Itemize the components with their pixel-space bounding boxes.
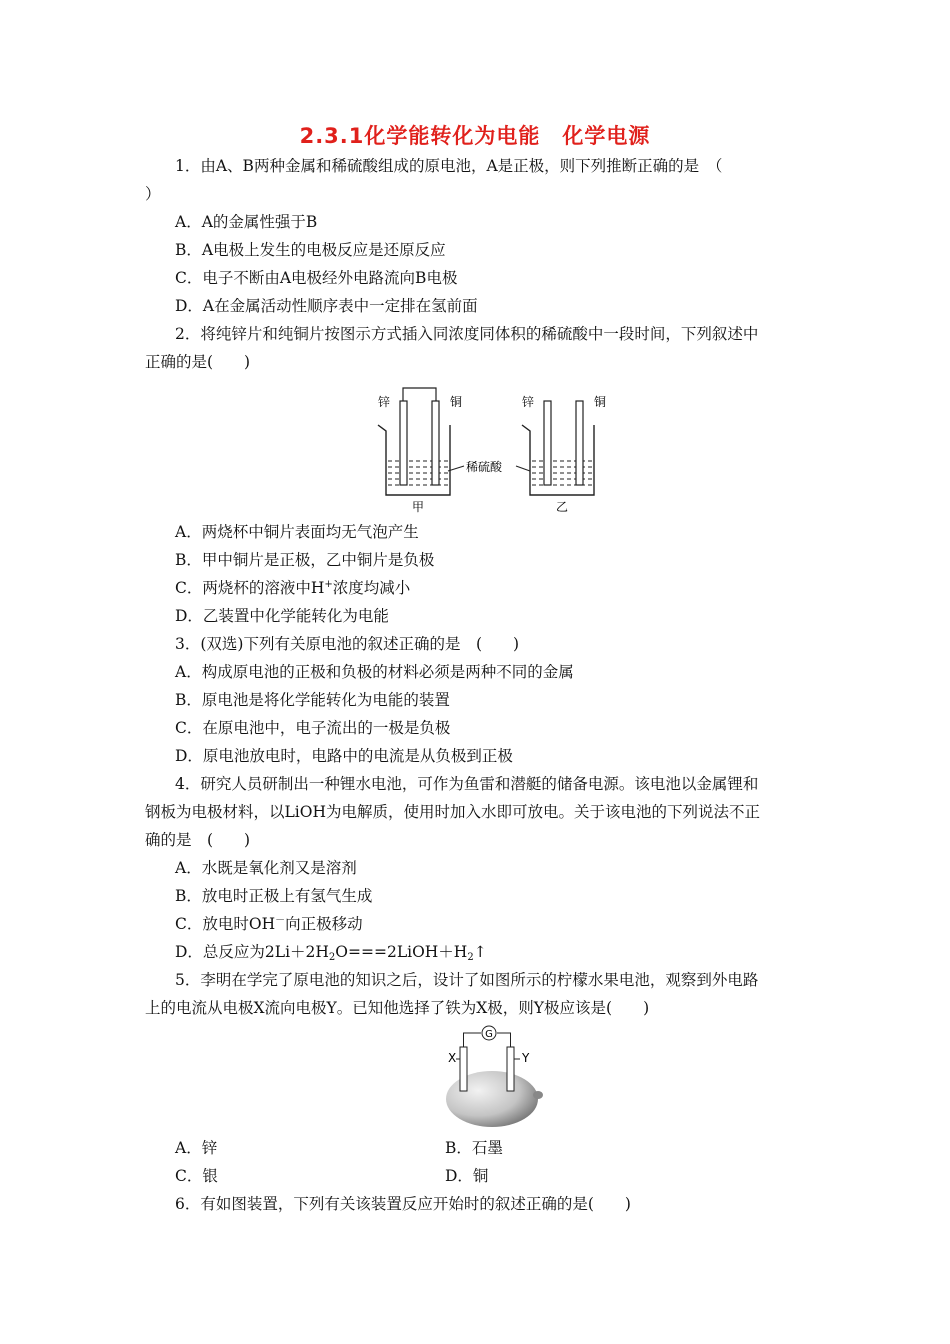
q3-option-a: A．构成原电池的正极和负极的材料必须是两种不同的金属 xyxy=(175,663,574,681)
q2-stem-cont: 正确的是( ) xyxy=(145,353,251,371)
beaker-yi xyxy=(522,401,594,495)
label-copper-jia: 铜 xyxy=(450,395,463,409)
q5-option-a: A．锌 xyxy=(175,1139,218,1157)
q3-option-c: C．在原电池中，电子流出的一极是负极 xyxy=(175,719,451,737)
label-zinc-yi: 锌 xyxy=(522,395,535,409)
q4-stem: 4．研究人员研制出一种锂水电池，可作为鱼雷和潜艇的储备电源。该电池以金属锂和 xyxy=(175,775,759,793)
q3-stem: 3．(双选)下列有关原电池的叙述正确的是 ( ) xyxy=(175,635,520,653)
q5-option-d: D．铜 xyxy=(445,1167,489,1185)
galvanometer-label: G xyxy=(485,1029,493,1040)
q2-stem: 2．将纯锌片和纯铜片按图示方式插入同浓度同体积的稀硫酸中一段时间，下列叙述中 xyxy=(175,325,759,343)
q1-option-d: D．A在金属活动性顺序表中一定排在氢前面 xyxy=(175,297,478,315)
q6-stem: 6．有如图装置，下列有关该装置反应开始时的叙述正确的是( ) xyxy=(175,1195,631,1213)
q3-option-d: D．原电池放电时，电路中的电流是从负极到正极 xyxy=(175,747,513,765)
q4-option-d: D．总反应为$2Li+2H_2O===2LiOH+H_2↑$ xyxy=(175,943,487,963)
label-acid: 稀硫酸 xyxy=(466,460,503,474)
q5-stem-cont: 上的电流从电极X流向电极Y。已知他选择了铁为X极，则Y极应该是( ) xyxy=(145,999,650,1017)
q4-option-a: A．水既是氧化剂又是溶剂 xyxy=(175,859,357,877)
q5-option-c: C．银 xyxy=(175,1167,218,1185)
label-x: X xyxy=(448,1051,457,1065)
label-zinc-jia: 锌 xyxy=(378,395,391,409)
label-jia: 甲 xyxy=(412,500,425,514)
q1-option-b: B．A电极上发生的电极反应是还原反应 xyxy=(175,241,446,259)
q4-option-c: C．放电时OH－向正极移动 xyxy=(175,915,363,933)
q1-option-a: A．A的金属性强于B xyxy=(175,213,318,231)
q2-option-d: D．乙装置中化学能转化为电能 xyxy=(175,607,389,625)
q4-option-b: B．放电时正极上有氢气生成 xyxy=(175,887,373,905)
q2-option-b: B．甲中铜片是正极，乙中铜片是负极 xyxy=(175,551,435,569)
q4-stem-cont1: 钢板为电极材料，以LiOH为电解质，使用时加入水即可放电。关于该电池的下列说法不正 xyxy=(145,803,760,821)
q5-stem: 5．李明在学完了原电池的知识之后，设计了如图所示的柠檬水果电池，观察到外电路 xyxy=(175,971,759,989)
q2-option-a: A．两烧杯中铜片表面均无气泡产生 xyxy=(175,523,419,541)
label-y: Y xyxy=(522,1051,530,1065)
q4-stem-cont2: 确的是 ( ) xyxy=(145,831,251,849)
q1-stem-cont: ） xyxy=(145,185,161,203)
q3-option-b: B．原电池是将化学能转化为电能的装置 xyxy=(175,691,450,709)
q2-option-c: C．两烧杯的溶液中H+浓度均减小 xyxy=(175,579,411,597)
beaker-diagram xyxy=(370,383,620,518)
q1-stem: 1．由A、B两种金属和稀硫酸组成的原电池，A是正极，则下列推断正确的是 （ xyxy=(175,157,723,175)
page-title: 2.3.1化学能转化为电能 化学电源 xyxy=(299,124,651,148)
q1-option-c: C．电子不断由A电极经外电路流向B电极 xyxy=(175,269,458,287)
label-copper-yi: 铜 xyxy=(594,395,607,409)
label-yi: 乙 xyxy=(556,500,569,514)
lemon-battery-diagram xyxy=(440,1025,550,1130)
q5-option-b: B．石墨 xyxy=(445,1139,503,1157)
